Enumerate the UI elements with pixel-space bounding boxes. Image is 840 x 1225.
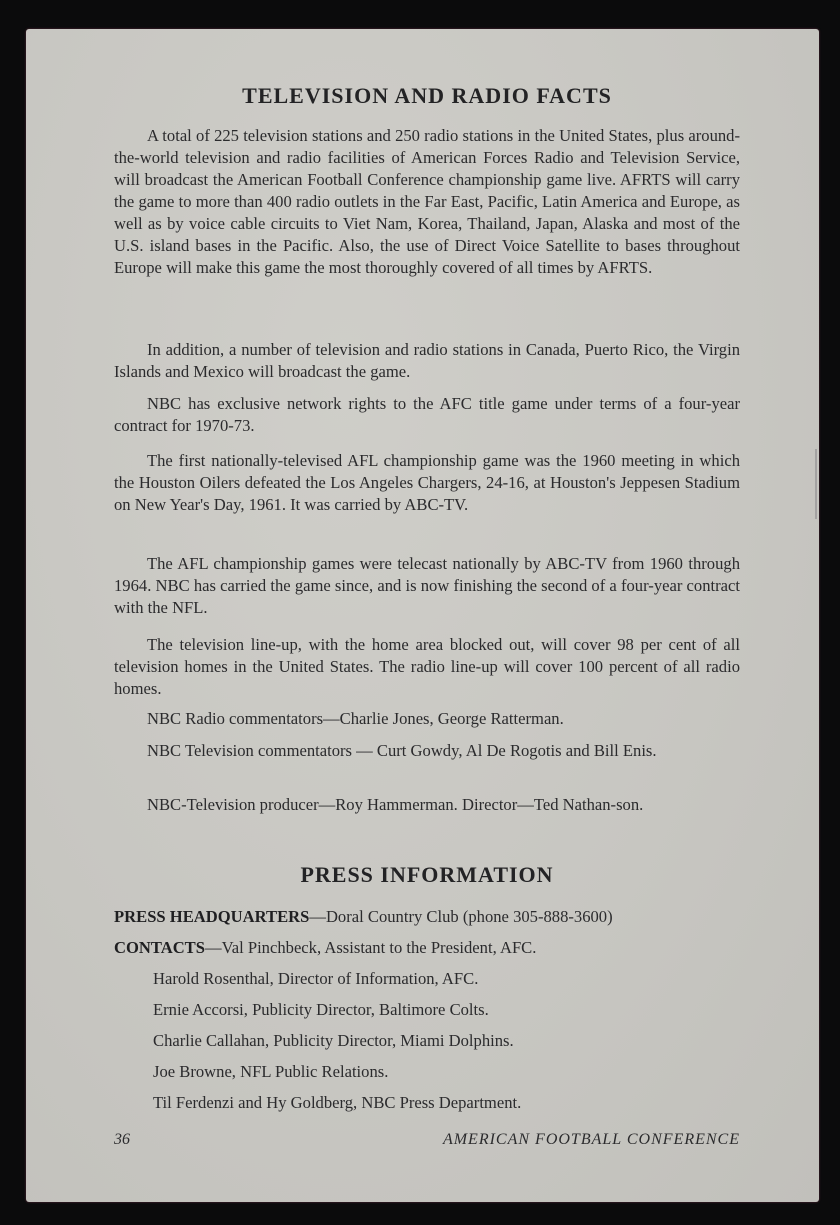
press-headquarters [114, 906, 613, 928]
page-number: 36 [114, 1131, 130, 1148]
contacts [114, 937, 536, 959]
tv-radio-paragraph-6: The television line-up, with the home area blocked out, will cover 98 per cent of all television homes in the United States. The radio line-up will cover 100 percent of all radio homes. [114, 635, 740, 698]
page-crease [815, 449, 817, 519]
tv-radio-paragraph-4: The first nationally-televised AFL championship game was the 1960 meeting in which the Houston Oilers defeated the Los Angeles Chargers, 24-16, at Houston's Jeppesen Stadium on New Year's Day, 1961. It was carried by ABC-TV. [114, 451, 740, 514]
contact-item: Harold Rosenthal, Director of Information, AFC. [153, 969, 479, 988]
contact-item: Joe Browne, NFL Public Relations. [153, 1062, 389, 1081]
tv-radio-paragraph-3: NBC has exclusive network rights to the AFC title game under terms of a four-year contract for 1970-73. [114, 394, 740, 435]
tv-radio-heading: TELEVISION AND RADIO FACTS [242, 83, 612, 108]
contact-item: Til Ferdenzi and Hy Goldberg, NBC Press Department. [153, 1093, 522, 1112]
contact-item: Ernie Accorsi, Publicity Director, Baltimore Colts. [153, 1000, 489, 1019]
press-headquarters-label: PRESS HEADQUARTERS [114, 907, 310, 926]
tv-commentators: NBC Television commentators — Curt Gowdy, Al De Rogotis and Bill Enis. [147, 741, 657, 760]
contact-item: Charlie Callahan, Publicity Director, Miami Dolphins. [153, 1031, 514, 1050]
radio-commentators: NBC Radio commentators—Charlie Jones, George Ratterman. [147, 709, 564, 728]
contacts-label: CONTACTS [114, 938, 205, 957]
tv-radio-paragraph-2: In addition, a number of television and radio stations in Canada, Puerto Rico, the Virgin Islands and Mexico will broadcast the game. [114, 340, 740, 381]
press-info-heading: PRESS INFORMATION [300, 862, 554, 887]
publication-name: AMERICAN FOOTBALL CONFERENCE [442, 1131, 740, 1148]
tv-producer-director: NBC-Television producer—Roy Hammerman. Director—Ted Nathan-son. [147, 795, 644, 814]
tv-radio-paragraph-1: A total of 225 television stations and 250 radio stations in the United States, plus around-the-world television and radio facilities of American Forces Radio and Television Service, will broadcast the American Football Conference championship game live. AFRTS will carry the game to more than 400 radio outlets in the Far East, Pacific, Latin America and Europe, as well as by voice cable circuits to Viet Nam, Korea, Thailand, Japan, Alaska and most of the U.S. island bases in the Pacific. Also, the use of Direct Voice Satellite to bases throughout Europe will make this game the most thoroughly covered of all times by AFRTS. [114, 126, 740, 277]
tv-radio-paragraph-5: The AFL championship games were telecast nationally by ABC-TV from 1960 through 1964. NBC has carried the game since, and is now finishing the second of a four-year contract with the NFL. [114, 554, 740, 617]
contacts-first: —Val Pinchbeck, Assistant to the President, AFC. [204, 938, 537, 957]
press-headquarters-text: —Doral Country Club (phone 305-888-3600) [309, 907, 613, 926]
program-page [26, 29, 819, 1202]
